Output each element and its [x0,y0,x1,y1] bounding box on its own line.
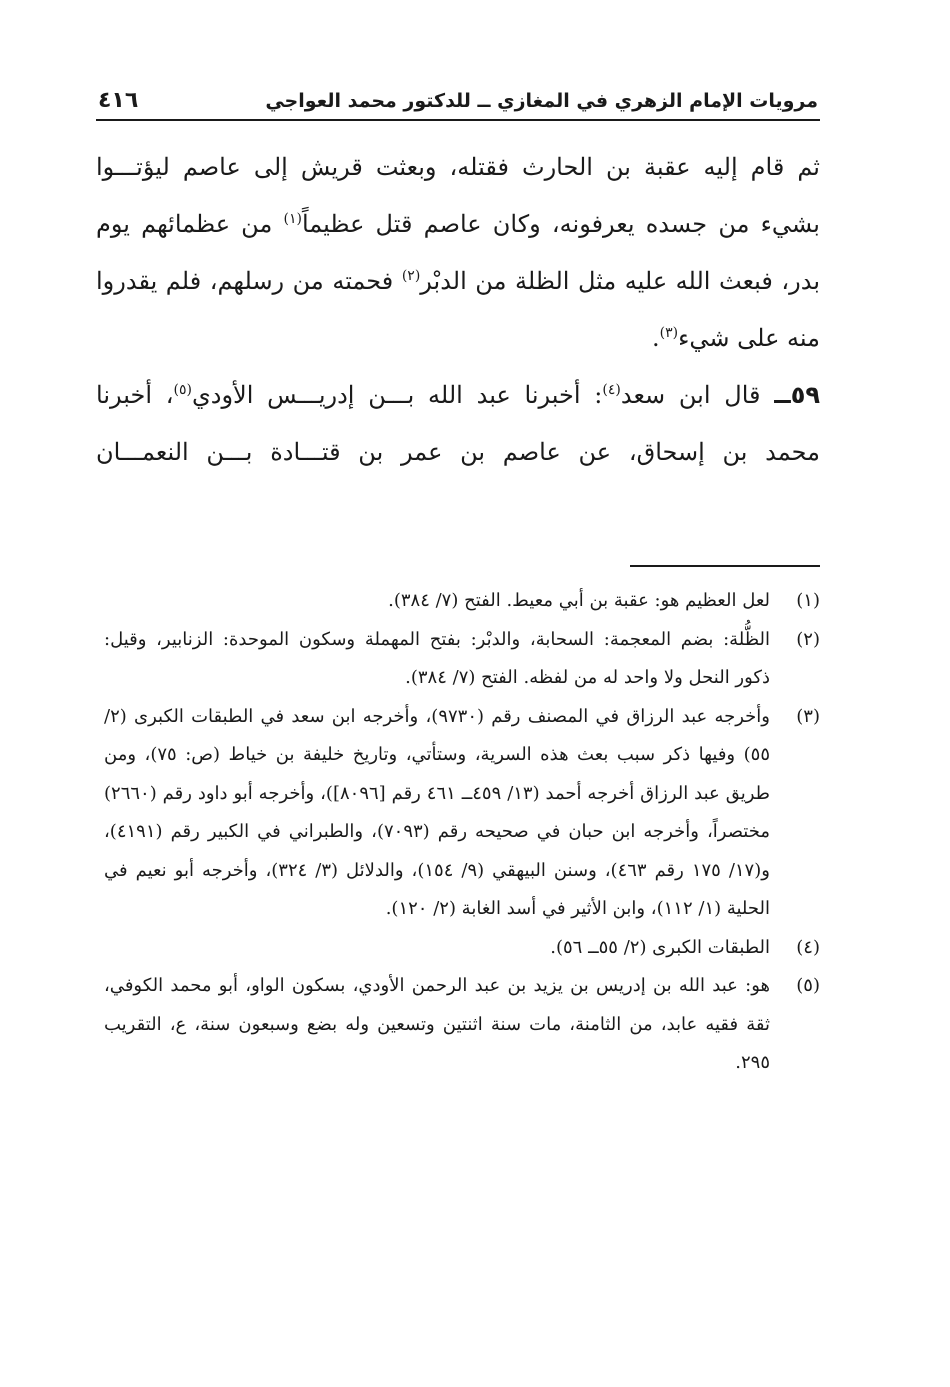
footnote-number: (٤) [796,936,820,958]
main-text [96,139,820,481]
paragraph-1-text-d: . [652,324,660,352]
paragraph-2-text-a: قال ابن سعد [620,381,775,409]
footnote-ref-5[interactable]: (٥) [173,382,192,398]
hadith-number: ٥٩ــ [774,381,820,409]
page-number: ٤١٦ [98,88,139,113]
book-page [96,88,821,1073]
footnote-ref-4[interactable]: (٤) [602,382,621,398]
footnote-divider [630,565,820,567]
footnote-text: هو: عبد الله بن إدريس بن يزيد بن عبد الرحمن الأودي، بسكون الواو، أبو محمد الكوفي، ثقة فقيه عابد، من الثامنة، مات سنة اثنتين وتسعين وله بضع وسبعون سنة، ع، التقريب ٢٩٥. [104,975,770,1073]
footnotes [104,582,820,1083]
footnote-text: لعل العظيم هو: عقبة بن أبي معيط. الفتح (٧/ ٣٨٤). [388,590,770,611]
footnote-ref-3[interactable]: (٣) [659,325,679,341]
paragraph-1 [96,139,820,367]
paragraph-1-text-a: ثم قام إليه عقبة بن الحارث فقتله، وبعثت قريش إلى عاصم ليؤتـــوا بشيء من جسده يعرفونه، وكان عاصم قتل عظيماً [96,153,820,238]
footnote-text: الظُّلة: بضم المعجمة: السحابة، والدبْر: بفتح المهملة وسكون الموحدة: الزنابير، وقيل: ذكور النحل ولا واحد له من لفظه. الفتح (٧/ ٣٨٤). [104,628,770,688]
footnote-text: الطبقات الكبرى (٢/ ٥٥ــ ٥٦). [550,936,770,958]
footnote-2 [104,621,820,698]
footnote-number: (١) [796,590,820,611]
running-title: مرويات الإمام الزهري في المغازي ــ للدكتور محمد العواجي [265,90,818,112]
paragraph-2 [96,367,820,481]
running-header [96,88,820,121]
footnote-ref-1[interactable]: (١) [283,211,302,227]
footnote-number: (٥) [796,975,820,996]
paragraph-2-text-b: : أخبرنا عبد الله بـــن إدريـــس الأودي [191,381,603,409]
paragraph-1-text-b: من عظمائهم يوم بدر، فبعث الله عليه مثل الظلة من الدبْر [96,210,821,295]
paragraph-2-text-c: ، أخبرنا محمد بن إسحاق، عن عاصم بن عمر بن قتـــادة بـــن النعمـــان [96,381,820,466]
footnote-3 [104,698,820,929]
footnote-number: (٢) [796,628,820,650]
paragraph-1-text-c: فحمته من رسلهم، فلم يقدروا منه على شيء [96,267,820,352]
footnote-text: وأخرجه عبد الرزاق في المصنف رقم (٩٧٣٠)، وأخرجه ابن سعد في الطبقات الكبرى (٢/ ٥٥) وفيها ذكر سبب بعث هذه السرية، وستأتي، وتاريخ خليفة بن خياط (ص: ٧٥)، ومن طريق عبد الرزاق أخرجه أحمد (١٣/ ٤٥٩ــ ٤٦١ رقم [٨٠٩٦])، وأخرجه أبو داود رقم (٢٦٦٠) مختصراً، وأخرجه ابن حبان في صحيحه رقم (٧٠٩٣)، والطبراني في الكبير رقم (٤١٩١)، و(١٧/ ١٧٥ رقم ٤٦٣)، وسنن البيهقي (٩/ ١٥٤)، والدلائل (٣/ ٣٢٤)، وأخرجه أبو نعيم في الحلية (١/ ١١٢)، وابن الأثير في أسد الغابة (٢/ ١٢٠). [104,705,770,919]
footnote-1 [104,582,820,621]
footnote-4 [104,929,820,968]
footnote-ref-2[interactable]: (٢) [401,268,421,284]
footnote-number: (٣) [796,705,820,727]
footnote-5 [104,967,820,1083]
